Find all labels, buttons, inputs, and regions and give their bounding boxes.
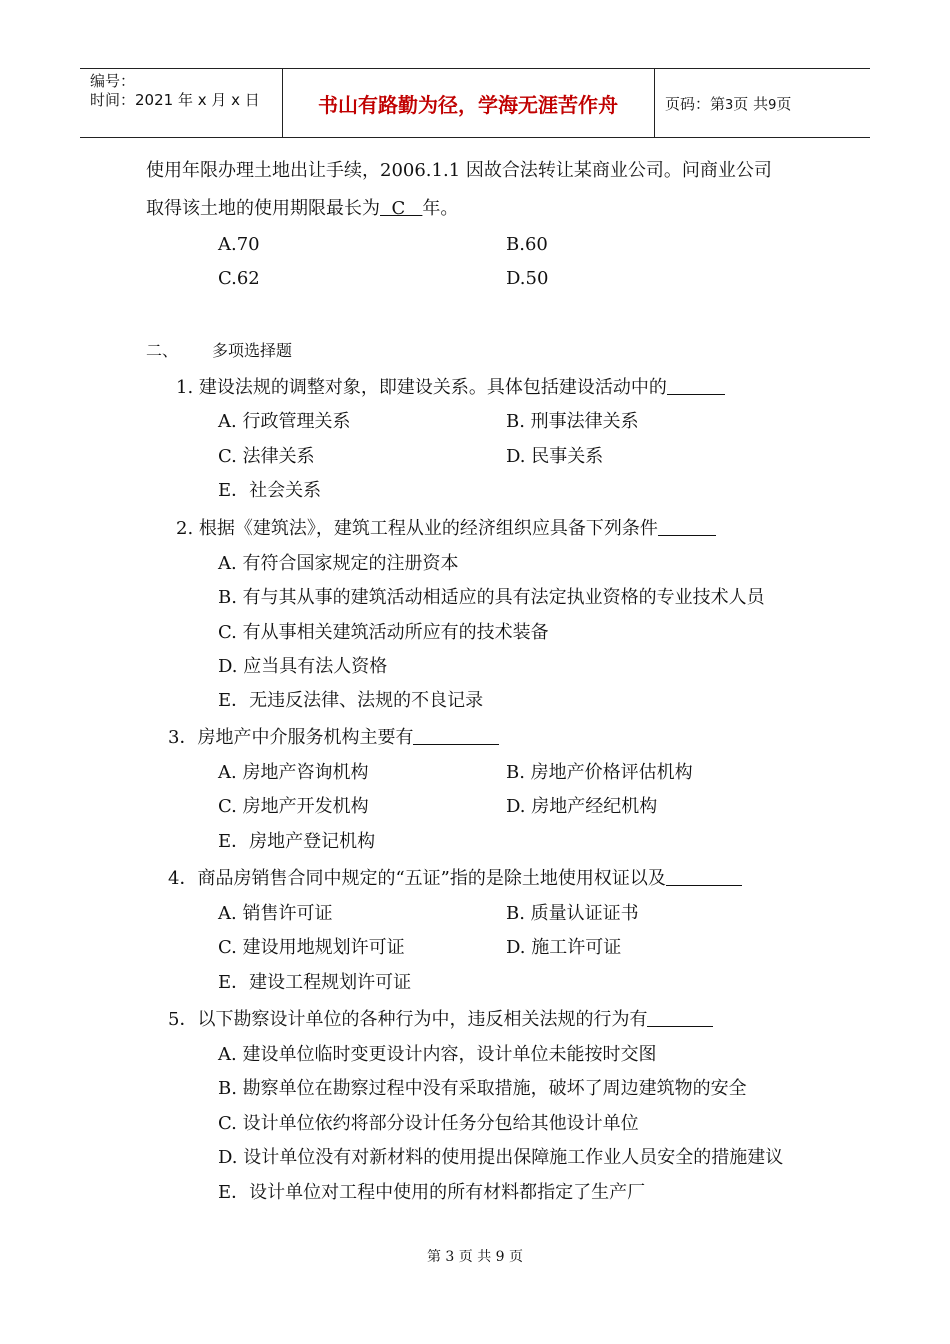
option-item: D. 民事关系 [506, 446, 604, 467]
prev-question-line2 [146, 198, 458, 220]
option-item: D. 应当具有法人资格 [218, 656, 388, 677]
header-table [80, 68, 870, 138]
question-stem-text: 5．以下勘察设计单位的各种行为中，违反相关法规的行为有 [168, 1009, 648, 1030]
option-item: E．社会关系 [218, 480, 322, 501]
option-item: A. 销售许可证 [218, 903, 333, 924]
option-item: A. 有符合国家规定的注册资本 [218, 553, 459, 574]
option-item: C. 有从事相关建筑活动所应有的技术装备 [218, 622, 549, 643]
option-item: B. 勘察单位在勘察过程中没有采取措施，破坏了周边建筑物的安全 [218, 1078, 747, 1099]
answer-blank [658, 517, 716, 536]
question-stem [176, 376, 725, 399]
option-item: D. 施工许可证 [506, 937, 622, 958]
question-stem-text: 2. 根据《建筑法》，建筑工程从业的经济组织应具备下列条件 [176, 518, 658, 539]
answer-blank [666, 867, 742, 886]
option-item: C. 房地产开发机构 [218, 796, 369, 817]
page-mid: 页 共 [733, 95, 769, 113]
prev-question-line1: 使用年限办理土地出让手续，2006.1.1 因故合法转让某商业公司。问商业公司 [146, 160, 772, 181]
option-item: A.70 [218, 234, 260, 255]
option-item: E．建设工程规划许可证 [218, 972, 412, 993]
option-item: B. 房地产价格评估机构 [506, 762, 693, 783]
page-suffix: 页 [776, 95, 792, 113]
time-label: 时间：2021 年 x 月 x 日 [90, 91, 260, 109]
question-stem-text: 3．房地产中介服务机构主要有 [168, 727, 414, 748]
option-item: B.60 [506, 234, 548, 255]
prev-question-prefix: 取得该土地的使用期限最长为 [146, 198, 380, 219]
prev-question-suffix: 年。 [422, 198, 459, 219]
answer-blank [647, 1008, 713, 1027]
option-item: C. 法律关系 [218, 446, 315, 467]
option-item: D.50 [506, 268, 549, 289]
number-label: 编号： [90, 72, 136, 90]
option-item: D. 设计单位没有对新材料的使用提出保障施工作业人员安全的措施建议 [218, 1147, 784, 1168]
page-total: 9 [768, 98, 777, 113]
option-item: C. 建设用地规划许可证 [218, 937, 405, 958]
page-footer: 第 3 页 共 9 页 [426, 1249, 524, 1265]
option-item: E．无违反法律、法规的不良记录 [218, 690, 484, 711]
option-item: A. 房地产咨询机构 [218, 762, 369, 783]
option-item: A. 建设单位临时变更设计内容，设计单位未能按时交图 [218, 1044, 657, 1065]
header-page-info [665, 93, 791, 114]
section-title: 多项选择题 [212, 341, 293, 360]
option-item: B. 有与其从事的建筑活动相适应的具有法定执业资格的专业技术人员 [218, 587, 765, 608]
question-stem-text: 1. 建设法规的调整对象，即建设关系。具体包括建设活动中的 [176, 377, 667, 398]
option-item: E．房地产登记机构 [218, 831, 376, 852]
header-left-cell [90, 72, 260, 110]
option-item: E．设计单位对工程中使用的所有材料都指定了生产厂 [218, 1182, 646, 1203]
question-stem [168, 867, 742, 890]
question-stem [168, 726, 499, 749]
option-item: A. 行政管理关系 [218, 411, 351, 432]
option-item: D. 房地产经纪机构 [506, 796, 658, 817]
question-stem [168, 1008, 713, 1031]
option-item: B. 质量认证证书 [506, 903, 639, 924]
option-item: B. 刑事法律关系 [506, 411, 639, 432]
header-divider [654, 69, 655, 137]
answer-blank [667, 376, 725, 395]
page-prefix: 页码：第 [665, 95, 726, 113]
page-current: 3 [725, 98, 734, 113]
option-item: C.62 [218, 268, 260, 289]
question-stem-text: 4．商品房销售合同中规定的“五证”指的是除土地使用权证以及 [168, 868, 666, 889]
question-stem [176, 517, 716, 540]
section-number: 二、 [146, 341, 179, 360]
prev-question-answer: C [380, 198, 423, 219]
answer-blank [413, 726, 499, 745]
header-motto: 书山有路勤为径，学海无涯苦作舟 [318, 93, 618, 117]
option-item: C. 设计单位依约将部分设计任务分包给其他设计单位 [218, 1113, 639, 1134]
